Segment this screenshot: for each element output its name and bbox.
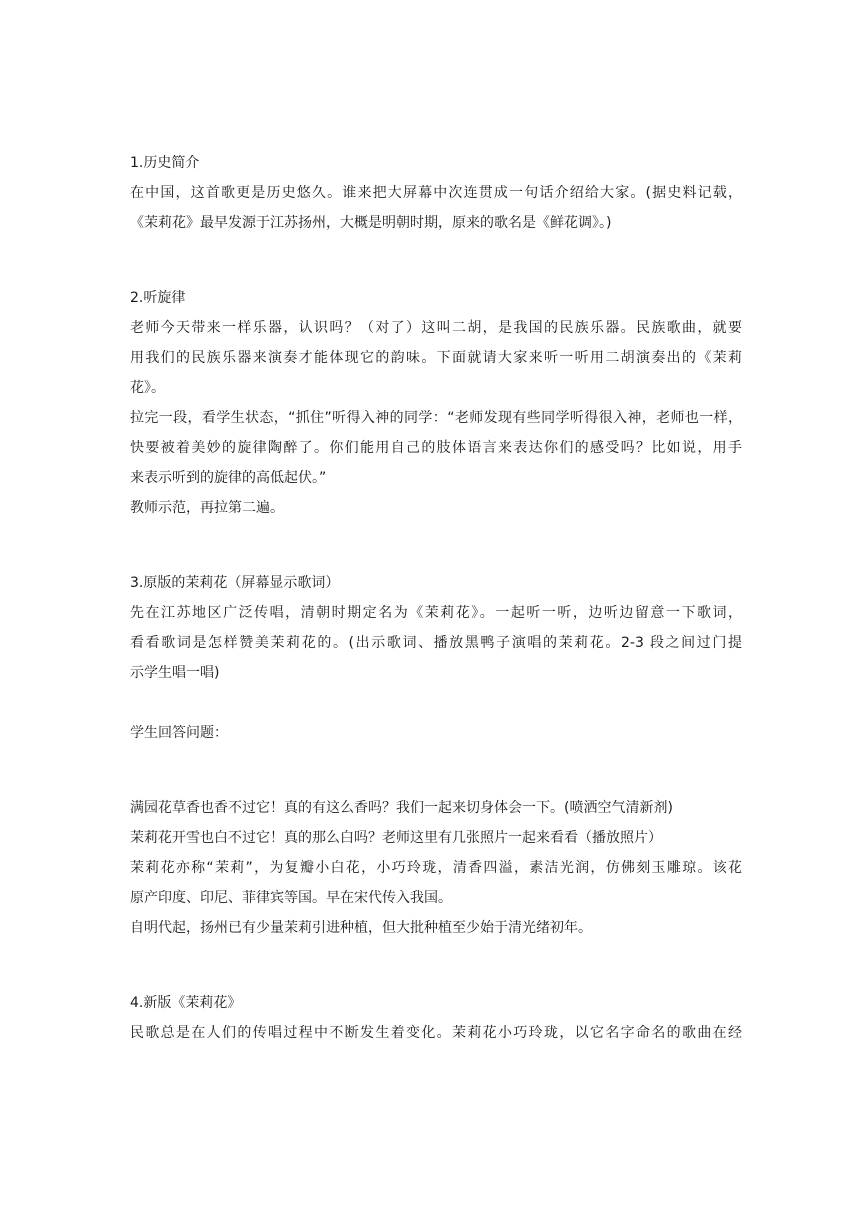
section-4-line-1: 民歌总是在人们的传唱过程中不断发生着变化。茉莉花小巧玲珑，以它名字命名的歌曲在经 [130,1025,742,1041]
section-3-question: 学生回答问题： [130,725,228,741]
section-2-line-7: 教师示范，再拉第二遍。 [130,500,284,516]
section-2-line-6: 来表示听到的旋律的高低起伏。” [130,470,327,486]
section-2-line-4: 拉完一段，看学生状态，“抓住”听得入神的同学：“老师发现有些同学听得很入神，老师也一样， [130,410,742,426]
section-3-heading: 3.原版的茉莉花（屏幕显示歌词） [130,575,340,591]
section-3-answer-3: 茉莉花亦称“茉莉”，为复瓣小白花，小巧玲珑，清香四溢，素洁光润，仿佛刻玉雕琼。该花 [130,860,742,876]
section-3-line-2: 看看歌词是怎样赞美茉莉花的。(出示歌词、播放黑鸭子演唱的茉莉花。2-3 段之间过门提 [130,635,742,651]
section-3-line-3: 示学生唱一唱) [130,665,220,681]
section-3-answer-5: 自明代起，扬州已有少量茉莉引进种植，但大批种植至少始于清光绪初年。 [130,920,592,936]
section-1-heading: 1.历史简介 [130,155,200,171]
section-3-answer-1: 满园花草香也香不过它！真的有这么香吗？我们一起来切身体会一下。(喷洒空气清新剂) [130,800,673,816]
section-3-answer-4: 原产印度、印尼、菲律宾等国。早在宋代传入我国。 [130,890,452,906]
section-1-line-2: 《茉莉花》最早发源于江苏扬州，大概是明朝时期，原来的歌名是《鲜花调》。) [130,215,612,231]
section-2-line-5: 快要被着美妙的旋律陶醉了。你们能用自己的肢体语言来表达你们的感受吗？比如说，用手 [130,440,742,456]
section-3-line-1: 先在江苏地区广泛传唱，清朝时期定名为《茉莉花》。一起听一听，边听边留意一下歌词， [130,605,742,621]
section-2-heading: 2.听旋律 [130,290,186,306]
section-4-heading: 4.新版《茉莉花》 [130,995,242,1011]
section-2-line-2: 用我们的民族乐器来演奏才能体现它的韵味。下面就请大家来听一听用二胡演奏出的《茉莉 [130,350,742,366]
section-2-line-1: 老师今天带来一样乐器，认识吗？（对了）这叫二胡，是我国的民族乐器。民族歌曲，就要 [130,320,742,336]
section-3-answer-2: 茉莉花开雪也白不过它！真的那么白吗？老师这里有几张照片一起来看看（播放照片） [130,830,662,846]
section-1-line-1: 在中国，这首歌更是历史悠久。谁来把大屏幕中次连贯成一句话介绍给大家。(据史料记载， [130,185,742,201]
document-page [130,148,742,1048]
section-2-line-3: 花》。 [130,380,165,396]
